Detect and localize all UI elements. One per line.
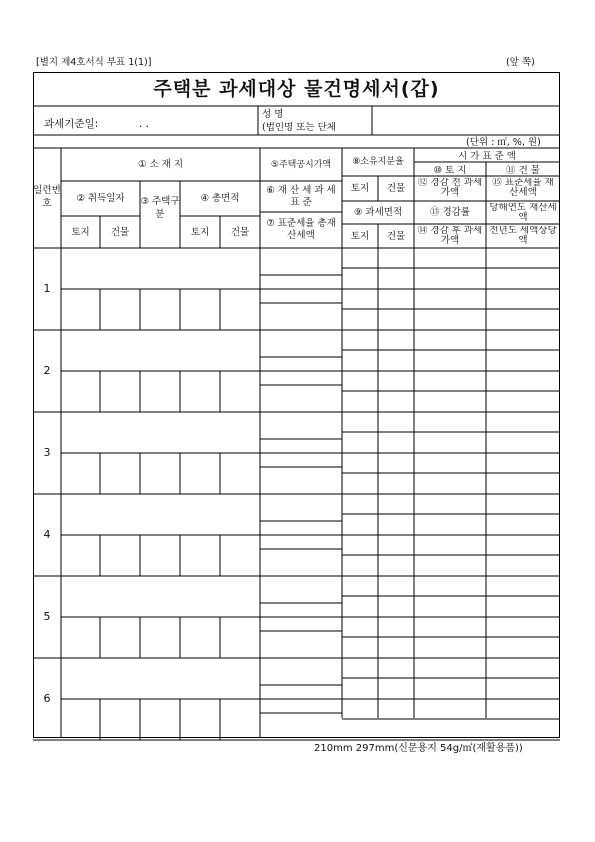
tax-base-date-value: . . (139, 118, 150, 130)
row-serial-number: 6 (43, 692, 51, 705)
col-area-building: 건물 (230, 227, 250, 238)
col-15-standard-tax: ⑮ 표준세율 재산세액 (492, 178, 554, 198)
col-serial-no: 일련번호 (33, 185, 61, 209)
row-serial-number: 5 (43, 610, 51, 623)
col-16-current-tax: 당해연도 재산세액 (489, 203, 557, 223)
col-standard-rate-tax: ⑦ 표준세율 총재산세액 (266, 218, 336, 241)
col-public-price: ⑤주택공시가액 (270, 160, 332, 170)
col-acq-land: 토지 (71, 227, 90, 238)
row-serial-number: 4 (43, 528, 51, 541)
col-property-tax-base: ⑥ 재 산 세 과 세 표 준 (266, 185, 336, 208)
form-number: [별지 제4호서식 부표 1(1)] (36, 57, 152, 68)
col-11-building: ⑪ 건 물 (506, 165, 540, 176)
row-serial-number: 1 (43, 282, 51, 295)
col-taxable-building: 건물 (386, 231, 406, 242)
col-owner-land: 토지 (350, 183, 370, 194)
col-13-reduction-rate: ⑬ 경감률 (429, 207, 471, 218)
unit-note: (단위 : ㎡, %, 원) (466, 137, 541, 148)
col-location: ① 소 재 지 (137, 159, 184, 170)
row-serial-number: 3 (43, 446, 51, 459)
col-total-area: ④ 총면적 (200, 193, 240, 204)
col-taxable-land: 토지 (350, 231, 370, 242)
name-sub-label: (법인명 또는 단체 (262, 122, 336, 133)
col-house-type: ③ 주택구분 (140, 196, 180, 220)
row-serial-number: 2 (43, 364, 51, 377)
col-10-land: ⑩ 토 지 (433, 165, 467, 176)
page-side-label: (앞 쪽) (506, 57, 535, 68)
col-17-prior-year-tax: 전년도 세액상당액 (489, 226, 557, 246)
col-ownership-ratio: ⑧소유지분율 (352, 157, 404, 167)
col-12-pre-reduction: ⑫ 경감 전 과세가액 (417, 178, 483, 198)
col-area-land: 토지 (190, 227, 210, 238)
col-taxable-area: ⑨ 과세면적 (353, 207, 403, 218)
col-market-standard: 시 가 표 준 액 (458, 151, 516, 162)
col-acq-building: 건물 (110, 227, 130, 238)
tax-base-date-label: 과세기준일: (44, 118, 99, 130)
name-label: 성 명 (262, 109, 284, 120)
paper-spec-note: 210mm 297mm(신문용지 54g/㎡(재활용품)) (314, 743, 523, 754)
col-owner-building: 건물 (386, 183, 406, 194)
col-14-post-reduction: ⑭ 경감 후 과세가액 (417, 226, 483, 246)
page-title: 주택분 과세대상 물건명세서(갑) (153, 78, 440, 100)
col-acquisition-date: ② 취득일자 (76, 193, 125, 204)
